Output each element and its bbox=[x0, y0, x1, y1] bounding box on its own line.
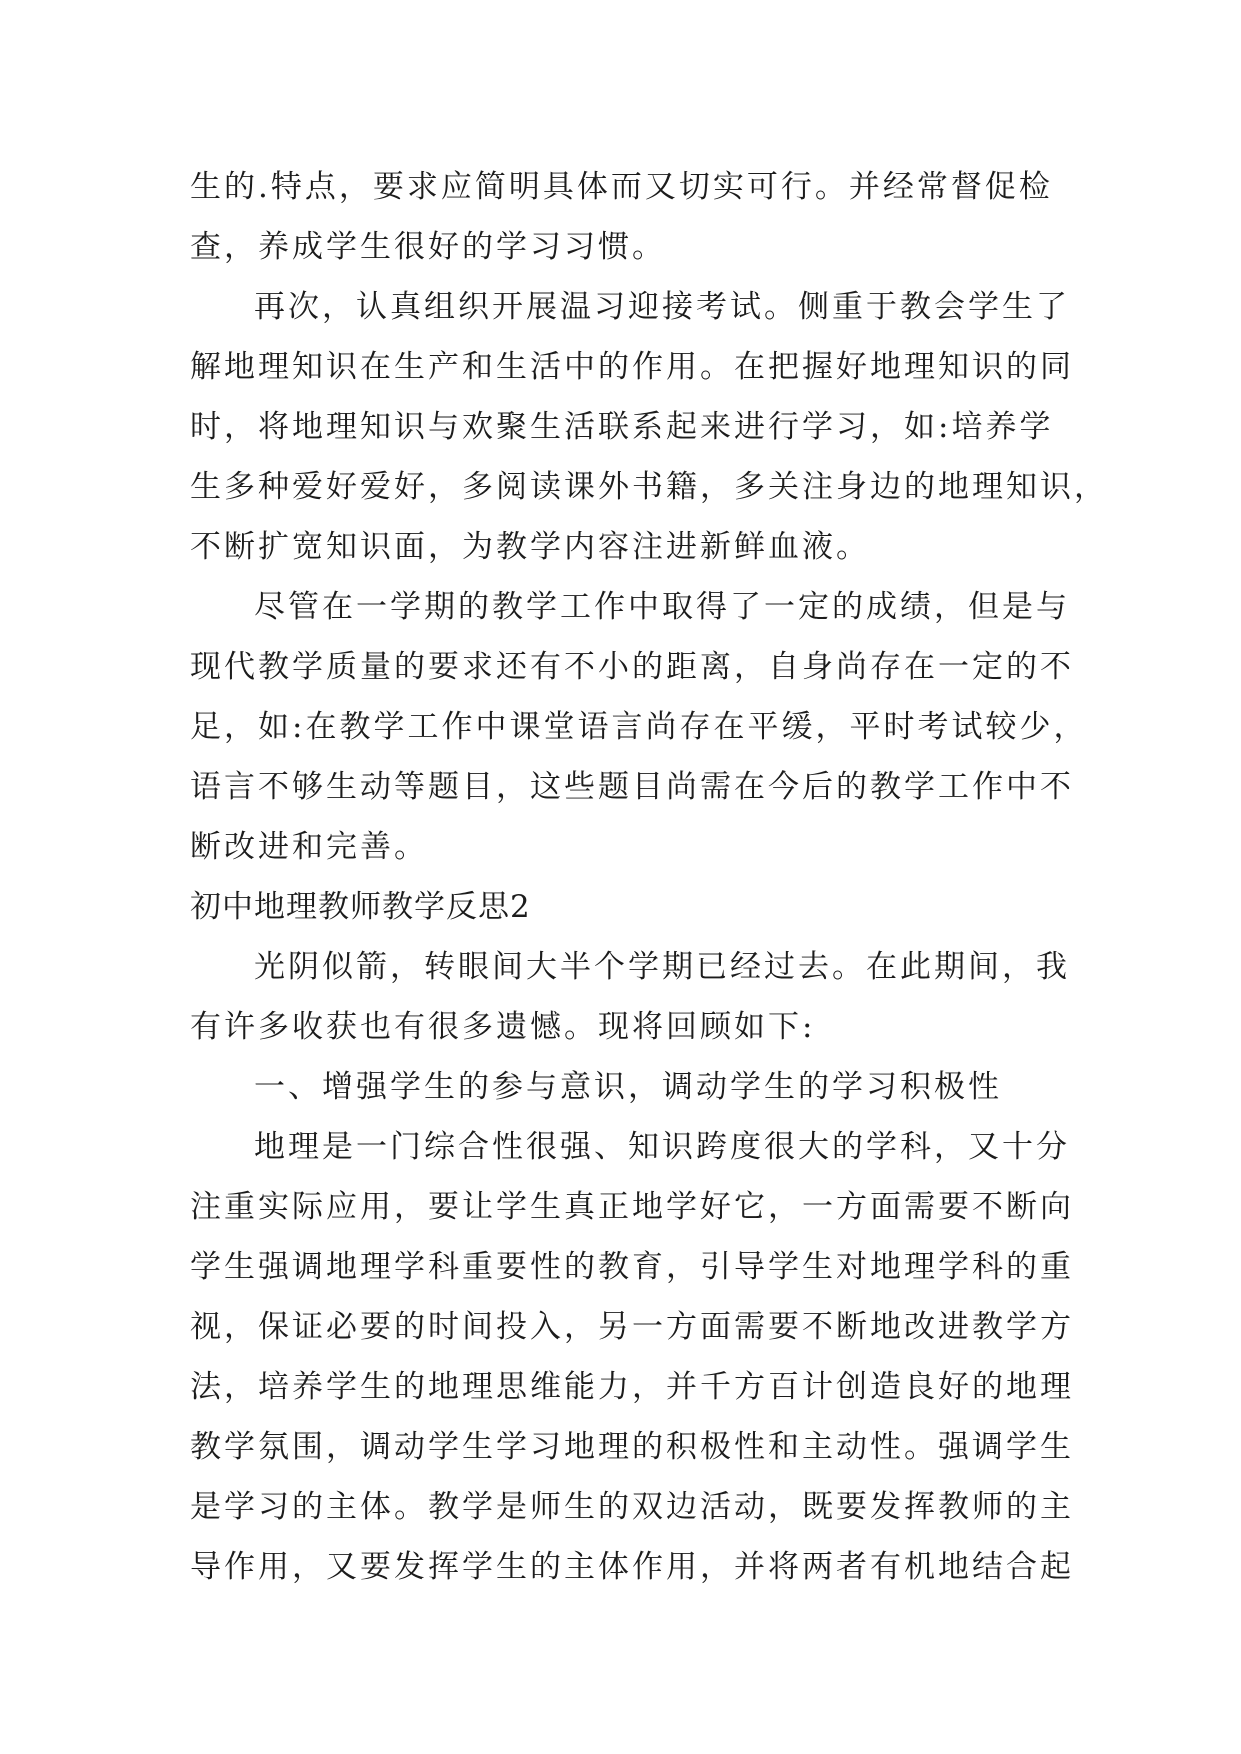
paragraph bbox=[190, 937, 1070, 1057]
text-line: 语言不够生动等题目，这些题目尚需在今后的教学工作中不 bbox=[190, 769, 1074, 805]
text-line: 光阴似箭，转眼间大半个学期已经过去。在此期间，我 bbox=[254, 949, 1070, 985]
text-line: 注重实际应用，要让学生真正地学好它，一方面需要不断向 bbox=[190, 1189, 1074, 1225]
text-line: 法，培养学生的地理思维能力，并千方百计创造良好的地理 bbox=[190, 1369, 1074, 1405]
paragraph bbox=[190, 1117, 1074, 1597]
section-heading bbox=[190, 877, 1070, 937]
text-line: 尽管在一学期的教学工作中取得了一定的成绩，但是与 bbox=[254, 589, 1070, 625]
text-line: 有许多收获也有很多遗憾。现将回顾如下: bbox=[190, 1009, 816, 1045]
text-line: 一、增强学生的参与意识，调动学生的学习积极性 bbox=[254, 1069, 1002, 1105]
text-line: 足，如:在教学工作中课堂语言尚存在平缓，平时考试较少， bbox=[190, 709, 1088, 745]
text-line: 不断扩宽知识面，为教学内容注进新鲜血液。 bbox=[190, 529, 870, 565]
paragraph bbox=[190, 1057, 1070, 1117]
text-line: 解地理知识在生产和生活中的作用。在把握好地理知识的同 bbox=[190, 349, 1074, 385]
text-line: 时，将地理知识与欢聚生活联系起来进行学习，如:培养学 bbox=[190, 409, 1054, 445]
text-line: 是学习的主体。教学是师生的双边活动，既要发挥教师的主 bbox=[190, 1489, 1074, 1525]
text-line: 导作用，又要发挥学生的主体作用，并将两者有机地结合起 bbox=[190, 1549, 1074, 1585]
text-line: 初中地理教师教学反思2 bbox=[190, 889, 531, 925]
text-line: 学生强调地理学科重要性的教育，引导学生对地理学科的重 bbox=[190, 1249, 1074, 1285]
text-line: 生多种爱好爱好，多阅读课外书籍，多关注身边的地理知识， bbox=[190, 469, 1108, 505]
text-line: 生的.特点，要求应简明具体而又切实可行。并经常督促检 bbox=[190, 169, 1053, 205]
text-line: 查，养成学生很好的学习习惯。 bbox=[190, 229, 666, 265]
text-line: 地理是一门综合性很强、知识跨度很大的学科，又十分 bbox=[254, 1129, 1070, 1165]
paragraph bbox=[190, 277, 1108, 577]
text-line: 现代教学质量的要求还有不小的距离，自身尚存在一定的不 bbox=[190, 649, 1074, 685]
paragraph bbox=[190, 157, 1070, 277]
document-body bbox=[190, 157, 1108, 1597]
text-line: 断改进和完善。 bbox=[190, 829, 428, 865]
text-line: 教学氛围，调动学生学习地理的积极性和主动性。强调学生 bbox=[190, 1429, 1074, 1465]
text-line: 视，保证必要的时间投入，另一方面需要不断地改进教学方 bbox=[190, 1309, 1074, 1345]
text-line: 再次，认真组织开展温习迎接考试。侧重于教会学生了 bbox=[254, 289, 1070, 325]
paragraph bbox=[190, 577, 1088, 877]
